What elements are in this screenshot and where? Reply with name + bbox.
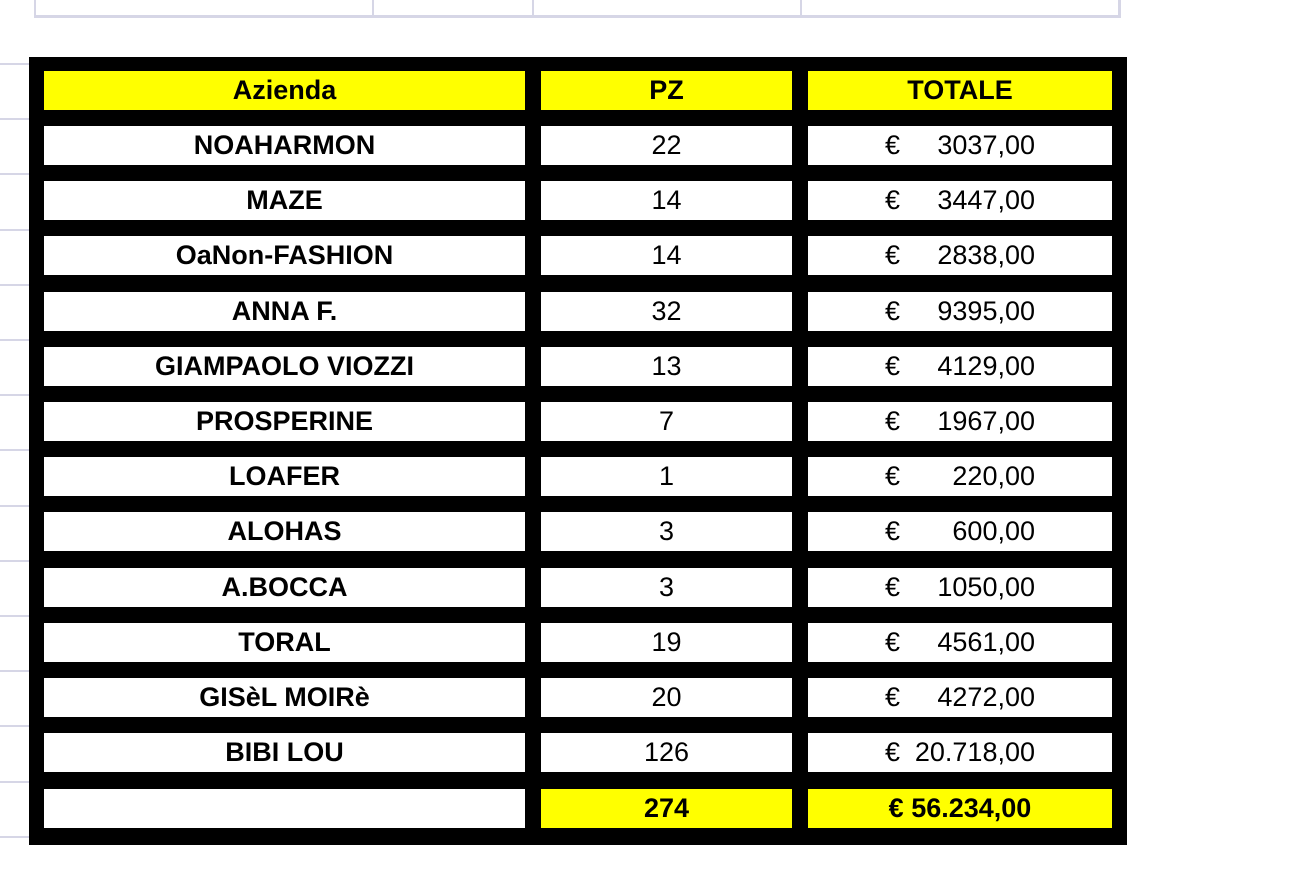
money-value: [885, 296, 1035, 327]
cell-totale[interactable]: [808, 126, 1112, 165]
cell-pz[interactable]: 126: [541, 733, 792, 772]
gridline: [0, 781, 30, 783]
amount: 4129,00: [937, 351, 1035, 381]
spreadsheet-cell[interactable]: [800, 0, 1121, 18]
currency-symbol: €: [885, 185, 901, 215]
gridline: [0, 173, 30, 175]
cell-azienda[interactable]: BIBI LOU: [44, 733, 525, 772]
amount: 4272,00: [937, 682, 1035, 712]
cell-totale[interactable]: [808, 236, 1112, 275]
currency-symbol: €: [885, 351, 901, 381]
cell-pz[interactable]: 1: [541, 457, 792, 496]
cell-azienda[interactable]: ANNA F.: [44, 292, 525, 331]
money-value: [885, 627, 1035, 658]
gridline: [0, 670, 30, 672]
money-value: [885, 682, 1035, 713]
amount: 9395,00: [937, 296, 1035, 326]
cell-totale[interactable]: [808, 181, 1112, 220]
cell-pz[interactable]: 14: [541, 236, 792, 275]
currency-symbol: €: [885, 572, 901, 602]
cell-azienda[interactable]: A.BOCCA: [44, 568, 525, 607]
currency-symbol: €: [885, 406, 901, 436]
amount: 600,00: [952, 516, 1035, 546]
cell-azienda[interactable]: MAZE: [44, 181, 525, 220]
gridline: [0, 505, 30, 507]
gridline: [0, 229, 30, 231]
cell-pz[interactable]: 32: [541, 292, 792, 331]
spreadsheet-cell[interactable]: [34, 0, 374, 18]
header-azienda[interactable]: Azienda: [44, 71, 525, 110]
gridline: [0, 449, 30, 451]
total-label-cell[interactable]: [44, 789, 525, 828]
cell-pz[interactable]: 19: [541, 623, 792, 662]
spreadsheet-cell[interactable]: [372, 0, 534, 18]
money-value: [885, 516, 1035, 547]
cell-pz[interactable]: 20: [541, 678, 792, 717]
amount: 20.718,00: [914, 737, 1035, 767]
cell-totale[interactable]: [808, 402, 1112, 441]
cell-azienda[interactable]: GIAMPAOLO VIOZZI: [44, 347, 525, 386]
cell-azienda[interactable]: GISèL MOIRè: [44, 678, 525, 717]
gridline: [0, 615, 30, 617]
amount: 3037,00: [937, 130, 1035, 160]
cell-pz[interactable]: 13: [541, 347, 792, 386]
header-pz[interactable]: PZ: [541, 71, 792, 110]
cell-totale[interactable]: [808, 347, 1112, 386]
gridline: [0, 118, 30, 120]
currency-symbol: €: [885, 516, 901, 546]
cell-azienda[interactable]: PROSPERINE: [44, 402, 525, 441]
cell-pz[interactable]: 3: [541, 568, 792, 607]
cell-totale[interactable]: [808, 678, 1112, 717]
gridline: [0, 725, 30, 727]
cell-totale[interactable]: [808, 568, 1112, 607]
money-value: [885, 351, 1035, 382]
currency-symbol: €: [885, 240, 901, 270]
cell-totale[interactable]: [808, 292, 1112, 331]
summary-table: [29, 57, 1127, 845]
money-value: [885, 461, 1035, 492]
gridline: [0, 284, 30, 286]
cell-pz[interactable]: 14: [541, 181, 792, 220]
gridline: [0, 63, 30, 65]
currency-symbol: €: [885, 627, 901, 657]
gridline: [0, 339, 30, 341]
cell-azienda[interactable]: LOAFER: [44, 457, 525, 496]
gridline: [0, 560, 30, 562]
money-value: [885, 240, 1035, 271]
money-value: [885, 185, 1035, 216]
amount: 3447,00: [937, 185, 1035, 215]
currency-symbol: €: [885, 737, 901, 767]
cell-azienda[interactable]: OaNon-FASHION: [44, 236, 525, 275]
cell-azienda[interactable]: NOAHARMON: [44, 126, 525, 165]
amount: 2838,00: [937, 240, 1035, 270]
total-totale-cell[interactable]: € 56.234,00: [808, 789, 1112, 828]
total-pz-cell[interactable]: 274: [541, 789, 792, 828]
amount: 220,00: [952, 461, 1035, 491]
gridline: [0, 836, 30, 838]
gridline: [0, 394, 30, 396]
cell-pz[interactable]: 7: [541, 402, 792, 441]
spreadsheet-cell[interactable]: [532, 0, 802, 18]
cell-totale[interactable]: [808, 457, 1112, 496]
amount: 1050,00: [937, 572, 1035, 602]
cell-azienda[interactable]: ALOHAS: [44, 512, 525, 551]
cell-azienda[interactable]: TORAL: [44, 623, 525, 662]
money-value: [885, 572, 1035, 603]
cell-totale[interactable]: [808, 623, 1112, 662]
currency-symbol: €: [885, 130, 901, 160]
cell-pz[interactable]: 3: [541, 512, 792, 551]
money-value: [885, 737, 1035, 768]
money-value: [885, 130, 1035, 161]
cell-totale[interactable]: [808, 512, 1112, 551]
money-value: [885, 406, 1035, 437]
amount: 1967,00: [937, 406, 1035, 436]
currency-symbol: €: [885, 461, 901, 491]
amount: 4561,00: [937, 627, 1035, 657]
header-totale[interactable]: TOTALE: [808, 71, 1112, 110]
cell-totale[interactable]: [808, 733, 1112, 772]
currency-symbol: €: [885, 296, 901, 326]
cell-pz[interactable]: 22: [541, 126, 792, 165]
currency-symbol: €: [885, 682, 901, 712]
